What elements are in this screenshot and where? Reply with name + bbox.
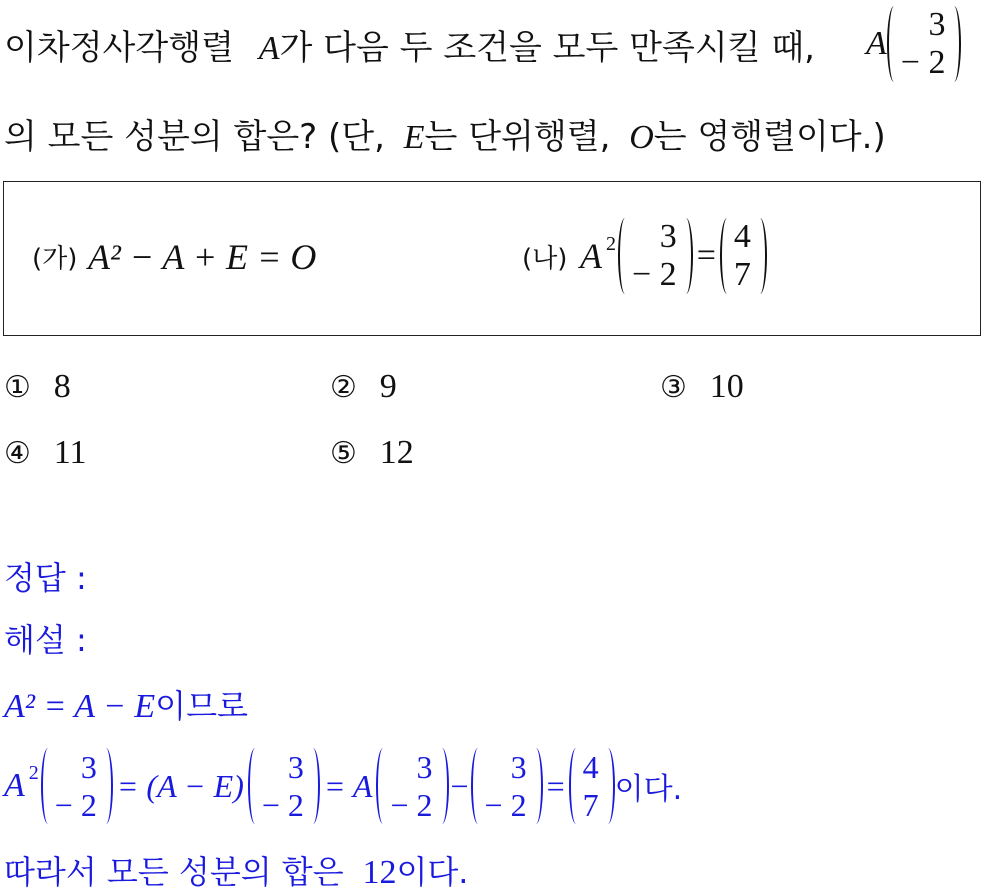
vector-entry: − 2 xyxy=(390,787,433,823)
vector-entry: 3 xyxy=(416,749,433,785)
column-vector xyxy=(887,6,962,82)
explanation-label: 해설 : xyxy=(4,621,87,659)
vector-entry: − 2 xyxy=(261,787,304,823)
choice-mark: ② xyxy=(330,370,357,405)
choice-mark: ③ xyxy=(660,370,687,405)
vector-entry: 3 xyxy=(287,749,304,785)
choice-1[interactable] xyxy=(4,366,71,406)
question-text: 이차정사각행렬 xyxy=(4,28,234,68)
minus-sign: − xyxy=(450,767,469,804)
choice-5[interactable] xyxy=(330,432,414,472)
vector-entry: − 2 xyxy=(54,787,97,823)
question-text: 는 영행렬이다.) xyxy=(653,117,886,157)
condition-ga-label: (가) xyxy=(32,244,78,274)
choice-value: 10 xyxy=(709,368,744,405)
question-line-1 xyxy=(4,28,815,69)
vector-entry: 3 xyxy=(928,6,946,43)
solution-text: 이므로 xyxy=(155,687,248,725)
equals-sign: = xyxy=(696,237,716,274)
question-line-2 xyxy=(4,117,886,158)
column-vector xyxy=(471,748,543,824)
matrix-variable: A xyxy=(4,767,25,804)
choice-mark: ⑤ xyxy=(330,436,357,471)
choice-mark: ④ xyxy=(4,436,31,471)
exponent: 2 xyxy=(606,232,616,255)
vector-entry: − 2 xyxy=(632,256,677,293)
vector-entry: − 2 xyxy=(484,787,527,823)
choice-value: 12 xyxy=(379,434,414,471)
solution-conclusion xyxy=(4,852,468,893)
matrix-variable: A xyxy=(258,30,280,67)
condition-ga-equation: A² − A + E = O xyxy=(88,237,317,277)
question-text: 가 다음 두 조건을 모두 만족시킬 때, xyxy=(279,28,815,68)
column-vector xyxy=(376,748,448,824)
solution-equation: = (A − E) xyxy=(116,767,244,804)
exponent: 2 xyxy=(28,762,39,784)
vector-entry: 7 xyxy=(733,256,751,293)
choice-4[interactable] xyxy=(4,432,86,472)
choice-2[interactable] xyxy=(330,366,397,406)
choice-3[interactable] xyxy=(660,366,744,406)
vector-entry: 3 xyxy=(80,749,97,785)
vector-entry: − 2 xyxy=(900,44,946,81)
vector-entry: 7 xyxy=(582,787,599,823)
column-vector xyxy=(618,218,693,294)
answer-label: 정답 : xyxy=(4,559,87,597)
solution-equation: = A xyxy=(323,767,373,804)
column-vector xyxy=(248,748,320,824)
zero-symbol: O xyxy=(629,119,654,156)
matrix-variable: A xyxy=(866,25,887,62)
result-vector xyxy=(569,748,615,824)
identity-symbol: E xyxy=(403,119,425,156)
vector-entry: 3 xyxy=(510,749,527,785)
choice-value: 8 xyxy=(53,368,71,405)
matrix-variable: A xyxy=(580,236,602,276)
solution-text: 따라서 모든 성분의 합은 xyxy=(4,853,344,891)
solution-text: 이다. xyxy=(396,853,469,891)
question-vector xyxy=(866,6,961,82)
condition-na-equation xyxy=(580,218,767,294)
choice-value: 11 xyxy=(53,434,87,471)
column-vector xyxy=(41,748,113,824)
answer-value: 12 xyxy=(362,854,397,891)
solution-text: 이다. xyxy=(614,772,683,807)
solution-equation: A² = A − E xyxy=(4,688,156,725)
question-text: 는 단위행렬, xyxy=(424,117,611,157)
equals-sign: = xyxy=(546,767,565,804)
vector-entry: 4 xyxy=(582,749,599,785)
choice-value: 9 xyxy=(379,368,397,405)
vector-entry: 4 xyxy=(733,218,751,255)
question-text: 의 모든 성분의 합은? (단, xyxy=(4,117,385,157)
choice-mark: ① xyxy=(4,370,31,405)
condition-na-label: (나) xyxy=(522,244,568,274)
result-vector xyxy=(720,218,767,294)
solution-step-2 xyxy=(4,748,682,824)
vector-entry: 3 xyxy=(659,218,677,255)
solution-step-1 xyxy=(4,686,248,727)
